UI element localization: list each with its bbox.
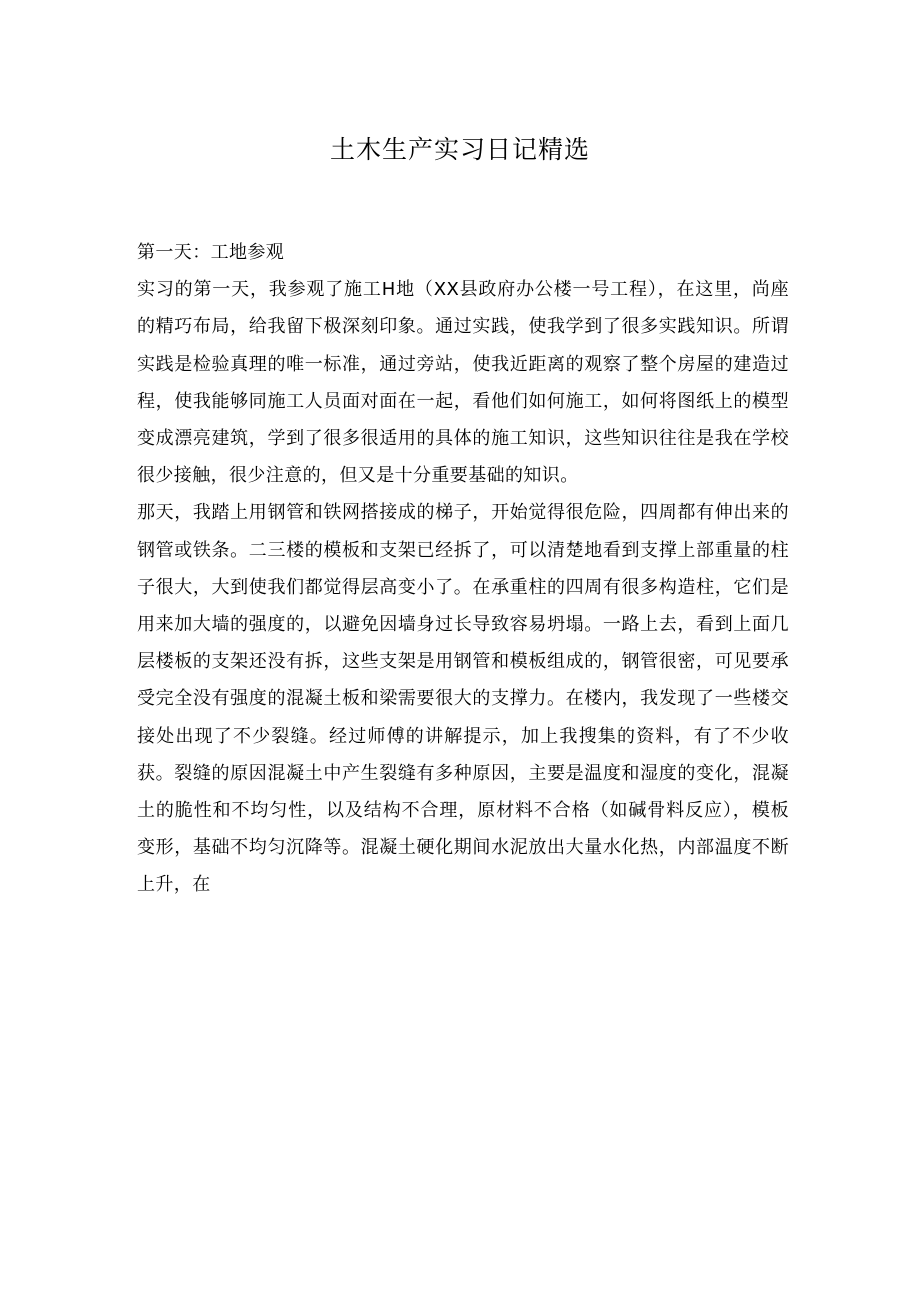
body-paragraph: 那天，我踏上用钢管和铁网搭接成的梯子，开始觉得很危险，四周都有伸出来的钢管或铁条。二三楼的模板和支架已经拆了，可以清楚地看到支撑上部重量的柱子很大，大到使我们都觉得层高变小了。在承重柱的四周有很多构造柱，它们是用来加大墙的强度的，以避免因墙身过长导致容易坍塌。一路上去，看到上面几层楼板的支架还没有拆，这些支架是用钢管和模板组成的，钢管很密，可见要承受完全没有强度的混凝土板和梁需要很大的支撑力。在楼内，我发现了一些楼交接处出现了不少裂缝。经过师傅的讲解提示，加上我搜集的资料，有了不少收获。裂缝的原因混凝土中产生裂缝有多种原因，主要是温度和湿度的变化，混凝土的脆性和不均匀性，以及结构不合理，原材料不合格（如碱骨料反应），模板变形，基础不均匀沉降等。混凝土硬化期间水泥放出大量水化热，内部温度不断上升，在 bbox=[137, 502, 789, 896]
section-heading: 第一天：工地参观 bbox=[137, 242, 285, 263]
document-body bbox=[137, 234, 789, 904]
page-title: 土木生产实习日记精选 bbox=[329, 135, 590, 164]
body-paragraph: 实习的第一天，我参观了施工H地（XX县政府办公楼一号工程），在这里，尚座的精巧布局，给我留下极深刻印象。通过实践，使我学到了很多实践知识。所谓实践是检验真理的唯一标准，通过旁站，使我近距离的观察了整个房屋的建造过程，使我能够同施工人员面对面在一起，看他们如何施工，如何将图纸上的模型变成漂亮建筑，学到了很多很适用的具体的施工知识，这些知识往往是我在学校很少接触，很少注意的，但又是十分重要基础的知识。 bbox=[137, 279, 789, 487]
